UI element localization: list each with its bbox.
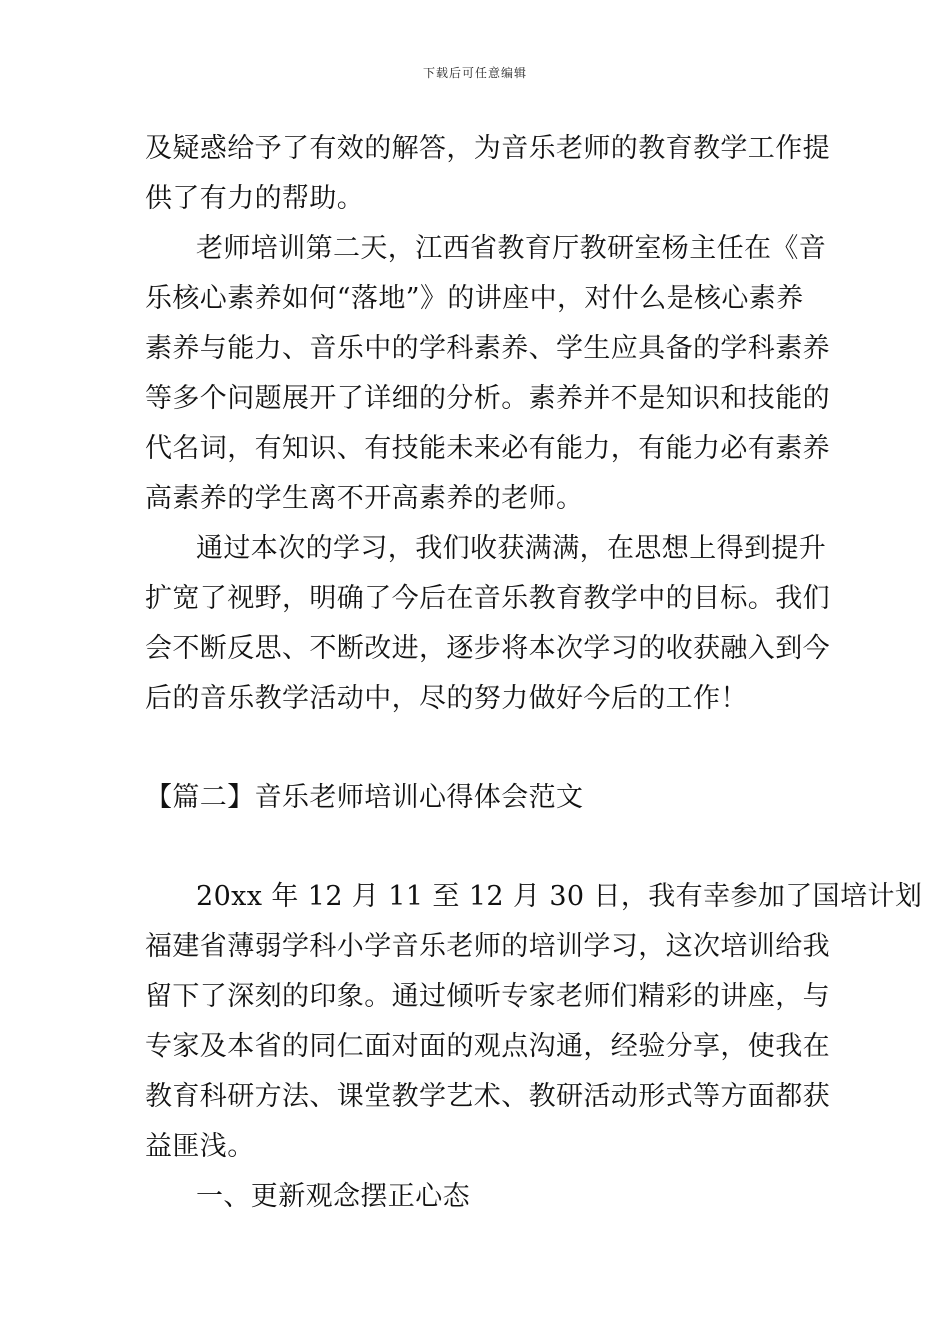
paragraph-line: 专家及本省的同仁面对面的观点沟通，经验分享，使我在 bbox=[145, 1031, 830, 1062]
paragraph-line: 后的音乐教学活动中，尽的努力做好今后的工作！ bbox=[145, 683, 748, 714]
subsection-heading: 一、更新观念摆正心态 bbox=[196, 1181, 470, 1212]
paragraph-line: 老师培训第二天，江西省教育厅教研室杨主任在《音 bbox=[196, 233, 827, 264]
paragraph-line: 留下了深刻的印象。通过倾听专家老师们精彩的讲座，与 bbox=[145, 981, 830, 1012]
paragraph-line: 扩宽了视野，明确了今后在音乐教育教学中的目标。我们 bbox=[145, 583, 830, 614]
paragraph-line: 乐核心素养如何“落地”》的讲座中，对什么是核心素养 bbox=[145, 283, 804, 314]
page-header: 下载后可任意编辑 bbox=[422, 66, 527, 80]
paragraph-line: 教育科研方法、课堂教学艺术、教研活动形式等方面都获 bbox=[145, 1081, 830, 1112]
paragraph-line: 及疑惑给予了有效的解答，为音乐老师的教育教学工作提 bbox=[145, 133, 830, 164]
paragraph-line: 供了有力的帮助。 bbox=[145, 183, 365, 214]
paragraph-line: 代名词，有知识、有技能未来必有能力，有能力必有素养 bbox=[145, 433, 830, 464]
paragraph-line: 20xx 年 12 月 11 至 12 月 30 日，我有幸参加了国培计划 bbox=[196, 881, 923, 912]
paragraph-line: 高素养的学生离不开高素养的老师。 bbox=[145, 483, 584, 514]
paragraph-line: 会不断反思、不断改进，逐步将本次学习的收获融入到今 bbox=[145, 633, 830, 664]
section-heading: 【篇二】音乐老师培训心得体会范文 bbox=[145, 782, 584, 813]
paragraph-line: 益匪浅。 bbox=[145, 1131, 255, 1162]
paragraph-line: 福建省薄弱学科小学音乐老师的培训学习，这次培训给我 bbox=[145, 931, 830, 962]
paragraph-line: 等多个问题展开了详细的分析。素养并不是知识和技能的 bbox=[145, 383, 830, 414]
paragraph-line: 素养与能力、音乐中的学科素养、学生应具备的学科素养 bbox=[145, 333, 830, 364]
paragraph-line: 通过本次的学习，我们收获满满，在思想上得到提升 bbox=[196, 533, 827, 564]
